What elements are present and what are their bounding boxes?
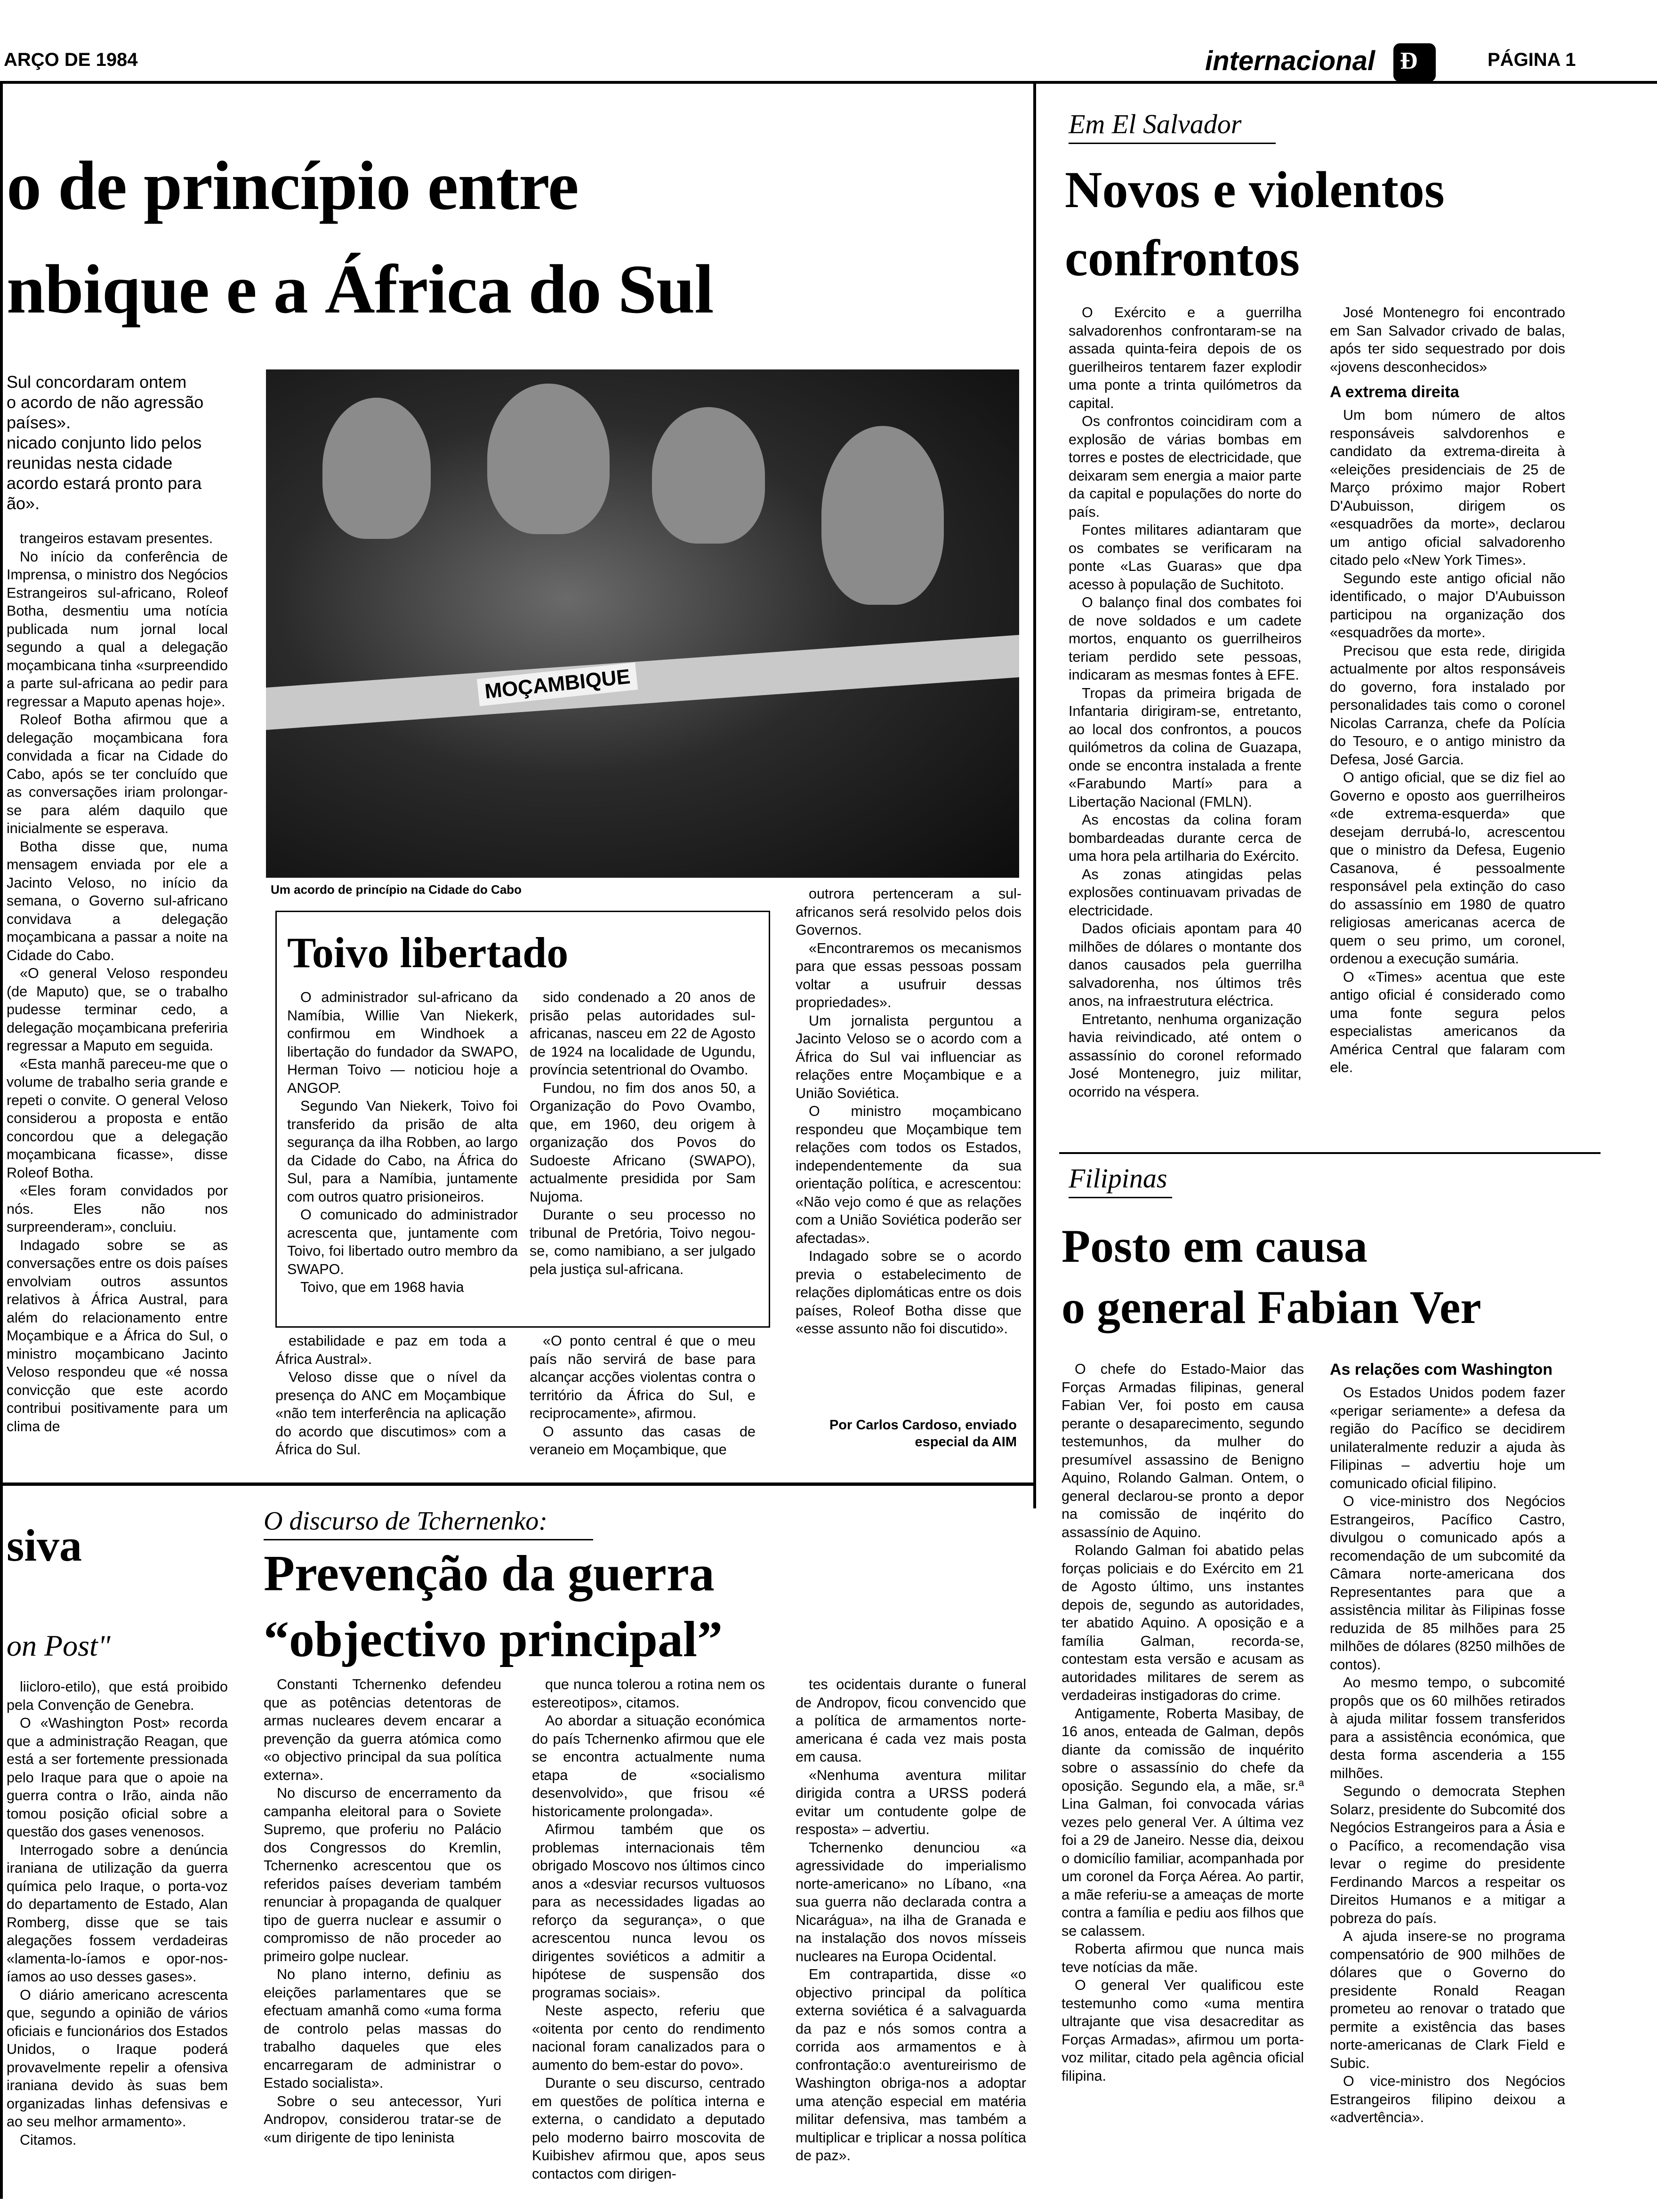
paragraph: Entretanto, nenhuma organização havia reivindicado, até ontem o assassínio do coronel reformado José Montenegro, juiz militar, ocorrido na véspera. (1069, 1011, 1302, 1100)
salvador-subhead: A extrema direita (1330, 383, 1459, 401)
filipinas-kicker: Filipinas (1069, 1162, 1172, 1198)
paragraph: A ajuda insere-se no programa compensatório de 900 milhões de dólares que o Governo do presidente Ronald Reagan prometeu ao renovar o tratado que permite a existência das bases norte-americanas de Clark Field e Subic. (1330, 1928, 1565, 2071)
paragraph: sido condenado a 20 anos de prisão pelas autoridades sul-africanas, nasceu em 22 de Agosto de 1924 na localidade de Ugundu, província setentrional do Ovambo. (530, 989, 756, 1078)
lead-line: nicado conjunto lido pelos (7, 433, 202, 452)
paragraph: Segundo Van Niekerk, Toivo foi transferido da prisão de alta segurança da ilha Robben, ao largo da Cidade do Cabo, na África do Sul, para a Namíbia, juntamente com outros quatro prisioneiros. (287, 1098, 518, 1205)
tchernenko-headline-line2: “objectivo principal” (264, 1611, 723, 1667)
salvador-headline-line1: Novos e violentos (1065, 161, 1445, 218)
main-headline-line2: nbique e a África do Sul (7, 251, 714, 328)
paragraph: «O ponto central é que o meu país não servirá de base para alcançar acções violentas contra o território da África do Sul, e reciprocamente», afirmou. (530, 1333, 756, 1421)
lead-line: países». (7, 413, 71, 432)
sidebar-column-2 (530, 988, 756, 1318)
main-lead (7, 372, 251, 513)
main-column-3 (796, 885, 1022, 1337)
paragraph: Um bom número de altos responsáveis salvdorenhos e candidato da extrema-direita à «eleições presidenciais de 25 de Março próximo major Robert D'Aubuisson, dirigem os «esquadrões da morte», declarou um antigo oficial salvadorenho citado pelo «New York Times». (1330, 407, 1565, 568)
left-margin-rule (0, 81, 3, 2199)
paragraph: O assunto das casas de veraneio em Moçambique, que (530, 1423, 756, 1458)
paragraph: que nunca tolerou a rotina nem os estereotipos», citamos. (532, 1676, 765, 1711)
paragraph: No plano interno, definiu as eleições parlamentares que se efectuam amanhã como «uma forma de controlo pelas massas do trabalho daqueles que eles encarregaram de administrar o Estado socialista». (264, 1966, 501, 2091)
paragraph: Os Estados Unidos podem fazer «perigar seriamente» a defesa da região do Pacífico se decidirem unilateralmente reduzir a ajuda às Filipinas – advertiu hoje um comunicado oficial filipino. (1330, 1385, 1565, 1491)
issue-date: ARÇO DE 1984 (4, 49, 138, 70)
paragraph: «Esta manhã pareceu-me que o volume de trabalho seria grande e repeti o convite. O general Veloso considerou a proposta e então concordou que a delegação moçambicana ficasse», disse Roleof Botha. (7, 1056, 228, 1181)
lead-line: o acordo de não agressão (7, 393, 204, 412)
paragraph: O diário americano acrescenta que, segundo a opinião de vários oficiais e funcionários dos Estados Unidos, o Iraque poderá provavelmente repelir a ofensiva iraniana devido às suas bem organizadas linhas defensivas e ao seu melhor armamento». (7, 1987, 228, 2130)
paragraph: Durante o seu processo no tribunal de Pretória, Toivo negou-se, como namibiano, a ser julgado pela justiça sul-africana. (530, 1207, 756, 1277)
tchernenko-column-1 (264, 1675, 501, 2198)
paragraph: Um jornalista perguntou a Jacinto Veloso se o acordo com a África do Sul vai influenciar as relações entre Moçambique e a União Soviética. (796, 1012, 1022, 1101)
tchernenko-headline-line1: Prevenção da guerra (264, 1546, 715, 1602)
newspaper-logo: Ð (1393, 43, 1436, 84)
paragraph: Em contrapartida, disse «o objectivo principal da política externa soviética é a salvaguarda da paz e nós somos contra a corrida aos armamentos e à confrontação:o aventureirismo de Washington obriga-nos a adoptar uma atenção especial em matéria militar defensiva, mas também a multiplicar e triplicar a nossa política de paz». (796, 1966, 1026, 2164)
paragraph: No início da conferência de Imprensa, o ministro dos Negócios Estrangeiros sul-africano, Roleof Botha, desmentiu uma notícia publicada num jornal local segundo a qual a delegação moçambicana tinha «surpreendido a parte sul-africana ao pedir para regressar a Maputo apenas hoje». (7, 548, 228, 710)
paragraph: Constanti Tchernenko defendeu que as potências detentoras de armas nucleares devem encarar a prevenção da guerra atómica como «o objectivo principal da sua política externa». (264, 1676, 501, 1783)
salvador-kicker: Em El Salvador (1069, 108, 1276, 144)
sidebar-title: Toivo libertado (287, 929, 569, 977)
sidebar-column-1 (287, 988, 518, 1318)
paragraph: Indagado sobre se o acordo previa o estabelecimento de relações diplomáticas entre os dois países, Roleof Botha disse que «esse assunto não foi discutido». (796, 1248, 1022, 1337)
paragraph: Neste aspecto, referiu que «oitenta por cento do rendimento nacional foram canalizados para o aumento do bem-estar do povo». (532, 2003, 765, 2073)
byline: Por Carlos Cardoso, enviado especial da AIM (829, 1418, 1017, 1450)
page-number: PÁGINA 1 (1488, 49, 1576, 70)
paragraph: outrora pertenceram a sul-africanos será resolvido pelos dois Governos. (796, 886, 1022, 938)
main-bottom-column-2 (530, 1332, 756, 1473)
paragraph: Rolando Galman foi abatido pelas forças policiais e do Exército em 21 de Agosto último, uns instantes depois de, segundo as autoridades, ter abatido Aquino. A oposição e a família Galman, recorda-se, contestam esta versão e acusam as autoridades militares de serem as verdadeiras instigadoras do crime. (1062, 1542, 1304, 1703)
paragraph: Tchernenko denunciou «a agressividade do imperialismo norte-americano» no Líbano, «na sua guerra não declarada contra a Nicarágua», na ilha de Granada e na instalação dos novos mísseis nucleares na Europa Ocidental. (796, 1839, 1026, 1964)
siva-column (7, 1678, 228, 2200)
tchernenko-column-2 (532, 1675, 765, 2198)
paragraph: Antigamente, Roberta Masibay, de 16 anos, enteada de Galman, depôs diante da comissão de inquérito sobre o assassínio do chefe da oposição. Segundo ela, a mãe, sr.ª Lina Galman, foi convocada várias vezes pelo general Ver. A última vez foi a 29 de Janeiro. Nesse dia, deixou o domicílio familiar, acompanhada por um coronel da Força Aérea. Ao partir, a mãe referiu-se a ameaças de morte contra a família e pediu aos filhos que se calassem. (1062, 1705, 1304, 1939)
paragraph: Fundou, no fim dos anos 50, a Organização do Povo Ovambo, que, em 1960, deu origem à organização dos Povos do Sudoeste Africano (SWAPO), actualmente presidida por Sam Nujoma. (530, 1080, 756, 1205)
filipinas-column-2 (1330, 1360, 1565, 2203)
lead-line: ão». (7, 494, 40, 513)
paragraph: Veloso disse que o nível da presença do ANC em Moçambique «não tem interferência na aplicação do acordo que discutimos» com a África do Sul. (275, 1369, 506, 1458)
lead-line: reunidas nesta cidade (7, 453, 173, 473)
lead-line: acordo estará pronto para (7, 473, 202, 493)
paragraph: «Encontraremos os mecanismos para que essas pessoas possam voltar a usufruir dessas propriedades». (796, 940, 1022, 1010)
paragraph: Interrogado sobre a denúncia iraniana de utilização da guerra química pelo Iraque, o porta-voz do departamento de Estado, Alan Romberg, disse que se tais alegações fossem verdadeiras «lamenta-lo-íamos e opor-nos-íamos ao uso desses gases». (7, 1842, 228, 1985)
paragraph: O vice-ministro dos Negócios Estrangeiros filipino deixou a «advertência». (1330, 2073, 1565, 2125)
paragraph: Segundo o democrata Stephen Solarz, presidente do Subcomité dos Negócios Estrangeiros para a Ásia e o Pacífico, a recomendação visa levar o regime do presidente Ferdinando Marcos a respeitar os Direitos Humanos e a mitigar a pobreza do país. (1330, 1783, 1565, 1926)
paragraph: Roleof Botha afirmou que a delegação moçambicana fora convidada a ficar na Cidade do Cabo, após se ter concluído que as conversações iriam prolongar-se para além daquilo que inicialmente se esperava. (7, 712, 228, 836)
paragraph: Segundo este antigo oficial não identificado, o major D'Aubuisson participou na organização dos «esquadrões da morte». (1330, 570, 1565, 641)
salvador-column-1 (1069, 304, 1302, 1146)
tchernenko-column-3 (796, 1675, 1026, 2198)
paragraph: O administrador sul-africano da Namíbia, Willie Van Niekerk, confirmou em Windhoek a libertação do fundador da SWAPO, Herman Toivo — noticiou hoje a ANGOP. (287, 989, 518, 1096)
paragraph: O general Ver qualificou este testemunho como «uma mentira ultrajante que visa desacreditar as Forças Armadas», afirmou um porta-voz militar, citado pela agência oficial filipina. (1062, 1977, 1304, 2084)
paragraph: O antigo oficial, que se diz fiel ao Governo e oposto aos guerrilheiros «de extrema-esquerda» que desejam derrubá-lo, acrescentou que o ministro da Defesa, Eugenio Casanova, é pessoalmente responsável pela extinção do caso do assassínio em 1980 de quatro religiosas americanas acerca de quem o seu primo, um coronel, ordenou a execução sumária. (1330, 769, 1565, 967)
paragraph: liicloro-etilo), que está proibido pela Convenção de Genebra. (7, 1679, 228, 1713)
header-rule (0, 81, 1657, 84)
paragraph: Roberta afirmou que nunca mais teve notícias da mãe. (1062, 1941, 1304, 1975)
paragraph: O ministro moçambicano respondeu que Moçambique tem relações com todos os Estados, independentemente da sua orientação política, e acrescentou: «Não vejo como é que as relações com a União Soviética poderão ser afectadas». (796, 1103, 1022, 1246)
main-headline-line1: o de princípio entre (7, 147, 579, 224)
paragraph: José Montenegro foi encontrado em San Salvador crivado de balas, após ter sido sequestrado por dois «jovens desconhecidos» (1330, 305, 1565, 375)
main-bottom-column-1 (275, 1332, 506, 1473)
paragraph: O chefe do Estado-Maior das Forças Armadas filipinas, general Fabian Ver, foi posto em causa perante o desaparecimento, segundo testemunhos, da mulher do presumível assassino de Benigno Aquino, Rolando Galman. Ontem, o general declarou-se pronto a depor na comissão de inqérito do assassínio de Aquino. (1062, 1361, 1304, 1540)
filipinas-top-rule (1059, 1152, 1601, 1154)
filipinas-column-1 (1062, 1360, 1304, 2203)
paragraph: Tropas da primeira brigada de Infantaria dirigiram-se, entretanto, ao local dos confrontos, a poucos quilómetros da colina de Guazapa, onde se encontra instalada a frente «Farabundo Martí» para a Libertação Nacional (FMLN). (1069, 685, 1302, 810)
paragraph: Ao mesmo tempo, o subcomité propôs que os 60 milhões retirados à ajuda militar fossem transferidos para a assistência económica, que desta forma ascenderia a 155 milhões. (1330, 1675, 1565, 1781)
paragraph: As encostas da colina foram bombardeadas durante cerca de uma hora pela artilharia do Exército. (1069, 812, 1302, 864)
paragraph: Fontes militares adiantaram que os combates se verificaram na ponte «Las Guaras» que dpa acesso à população de Suchitoto. (1069, 522, 1302, 593)
paragraph: Os confrontos coincidiram com a explosão de várias bombas em torres e postes de electricidade, que deixaram sem energia a maior parte da capital e populações do norte do país. (1069, 413, 1302, 520)
paragraph: tes ocidentais durante o funeral de Andropov, ficou convencido que a política de armamentos norte-americana é cada vez mais posta em causa. (796, 1676, 1026, 1765)
section-name: internacional (1205, 46, 1375, 76)
main-photo (266, 369, 1019, 878)
paragraph: No discurso de encerramento da campanha eleitoral para o Soviete Supremo, que proferiu no Palácio dos Congressos do Kremlin, Tchernenko acrescentou que os referidos países deveriam também renunciar à propaganda de qualquer tipo de guerra nuclear e assumir o compromisso de não proceder ao primeiro golpe nuclear. (264, 1785, 501, 1964)
paragraph: Sobre o seu antecessor, Yuri Andropov, considerou tratar-se de «um dirigente de tipo leninista (264, 2093, 501, 2146)
paragraph: «Eles foram convidados por nós. Eles não nos surpreenderam», concluiu. (7, 1183, 228, 1235)
paragraph: Afirmou também que os problemas internacionais têm obrigado Moscovo nos últimos cinco anos a «desviar recursos vultuosos para as necessidades ligadas ao reforço da segurança», o que acrescentou nunca levou os dirigentes soviéticos a admitir a hipótese de suspensão dos programas sociais». (532, 1821, 765, 2001)
paragraph: «O general Veloso respondeu (de Maputo) que, se o trabalho pudesse terminar cedo, a delegação moçambicana preferiria regressar a Maputo em seguida. (7, 965, 228, 1054)
paragraph: O balanço final dos combates foi de nove soldados e um cadete mortos, enquanto os guerrilheiros teriam perdido sete pessoas, indicaram as mesmas fontes à EFE. (1069, 594, 1302, 683)
paragraph: Citamos. (20, 2132, 77, 2148)
filipinas-subhead: As relações com Washington (1330, 1361, 1552, 1378)
paragraph: «Nenhuma aventura militar dirigida contra a URSS poderá evitar um contudente golpe de resposta» – advertiu. (796, 1767, 1026, 1837)
tchernenko-kicker: O discurso de Tchernenko: (264, 1506, 593, 1540)
paragraph: O «Washington Post» recorda que a administração Reagan, que está a ser fortemente pressionada pelo Iraque para que o apoie na guerra contra o Irão, ainda não tomou posição oficial sobre a questão dos gases venenosos. (7, 1715, 228, 1840)
lead-line: Sul concordaram ontem (7, 372, 187, 392)
paragraph: Dados oficiais apontam para 40 milhões de dólares o montante dos danos causados pela guerrilha salvadorenha, nos últimos três anos, na infraestrutura eléctrica. (1069, 921, 1302, 1009)
main-column-1 (7, 529, 228, 1475)
paragraph: Botha disse que, numa mensagem enviada por ele a Jacinto Veloso, no início da semana, o Governo sul-africano convidava a delegação moçambicana a passar a noite na Cidade do Cabo. (7, 838, 228, 963)
paragraph: Indagado sobre se as conversações entre os dois países envolviam outros assuntos relativos à África Austral, para além do relacionamento entre Moçambique e a África do Sul, o ministro moçambicano Jacinto Veloso respondeu que «é nossa convicção que este acordo contribui positivamente para um clima de (7, 1237, 228, 1435)
paragraph: estabilidade e paz em toda a África Austral». (275, 1333, 506, 1367)
delegation-nameplate: MOÇAMBIQUE (477, 662, 638, 706)
salvador-headline-line2: confrontos (1065, 229, 1300, 287)
paragraph: O Exército e a guerrilha salvadorenhos confrontaram-se na assada quinta-feira depois de os guerilheiros tentarem fazer explodir uma ponte a trinta quilómetros da capital. (1069, 305, 1302, 411)
paragraph: O vice-ministro dos Negócios Estrangeiros, Pacífico Castro, divulgou o comunicado após a recomendação de um subcomité da Câmara norte-americana dos Representantes para que a assistência militar às Filipinas fosse reduzida de 85 milhões para 25 milhões de dólares (8250 milhões de contos). (1330, 1493, 1565, 1673)
paragraph: trangeiros estavam presentes. (20, 530, 213, 546)
siva-subhead: on Post" (7, 1629, 111, 1662)
paragraph: Toivo, que em 1968 havia (300, 1279, 464, 1295)
paragraph: Durante o seu discurso, centrado em questões de política interna e externa, o candidato a deputado pelo moderno bairro moscovita de Kuibishev afirmou que, apos seus contactos com dirigen- (532, 2075, 765, 2182)
paragraph: Ao abordar a situação económica do país Tchernenko afirmou que ele se encontra actualmente numa etapa de «socialismo desenvolvido», que frisou «é historicamente prolongada». (532, 1713, 765, 1819)
siva-headline: siva (7, 1520, 82, 1571)
paragraph: O comunicado do administrador acrescenta que, juntamente com Toivo, foi libertado outro membro da SWAPO. (287, 1207, 518, 1277)
main-box-right-rule (1033, 82, 1036, 1508)
paragraph: As zonas atingidas pelas explosões continuavam privadas de electricidade. (1069, 866, 1302, 919)
paragraph: Precisou que esta rede, dirigida actualmente por altos responsáveis do governo, fora instalado por personalidades tais como o coronel Nicolas Carranza, chefe da Polícia do Tesouro, e o antigo ministro da Defesa, José Garcia. (1330, 642, 1565, 768)
salvador-column-2 (1330, 304, 1565, 1146)
main-box-bottom-rule (0, 1483, 1035, 1486)
filipinas-headline-line1: Posto em causa (1062, 1220, 1367, 1272)
photo-caption: Um acordo de princípio na Cidade do Cabo (271, 882, 522, 897)
filipinas-headline-line2: o general Fabian Ver (1062, 1281, 1481, 1333)
paragraph: O «Times» acentua que este antigo oficial é considerado como uma fonte segura pelos especialistas americanos da América Central que falaram com ele. (1330, 969, 1565, 1075)
